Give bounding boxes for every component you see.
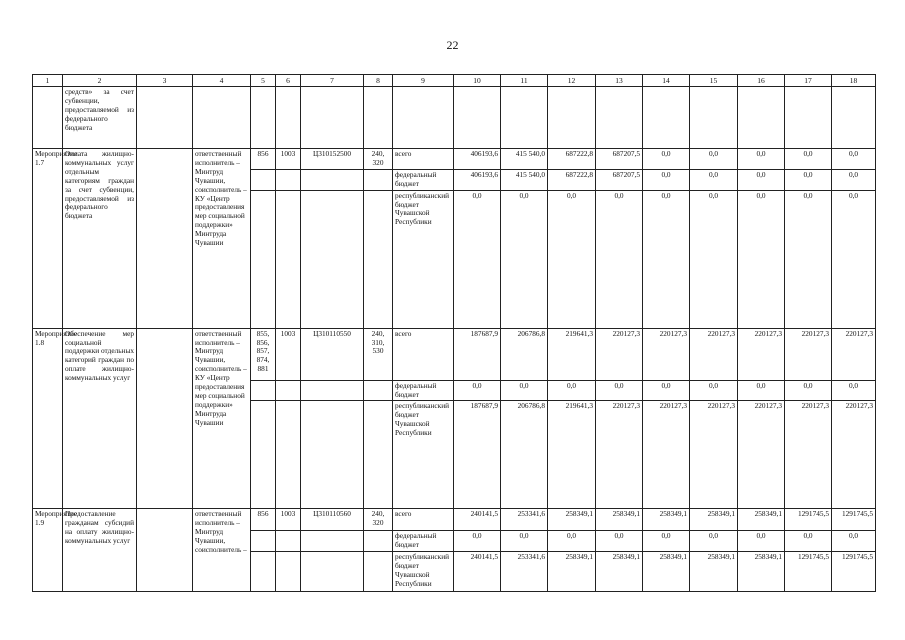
continuation-row xyxy=(33,87,876,149)
value-cell: 258349,1 xyxy=(596,552,643,592)
continuation-description: средств» за счет субвенции, предоставляемой из федерального бюджета xyxy=(63,87,137,149)
event-description: Предоставление гражданам субсидий на оплату жилищно-коммунальных услуг xyxy=(63,509,137,592)
value-cell: 415 540,0 xyxy=(501,149,548,170)
funding-source: всего xyxy=(393,509,454,531)
value-cell: 258349,1 xyxy=(690,509,738,531)
header-cell: 11 xyxy=(501,75,548,87)
grbs-code: 856 xyxy=(251,509,276,531)
value-cell: 0,0 xyxy=(643,380,690,401)
value-cell: 0,0 xyxy=(643,149,690,170)
value-cell: 0,0 xyxy=(738,531,785,552)
csr-code: Ц310110550 xyxy=(301,328,364,380)
value-cell: 258349,1 xyxy=(596,509,643,531)
event-description: Оплата жилищно-коммунальных услуг отдельным категориям граждан за счет субвенции, предоставляемой из федерального бюджета xyxy=(63,149,137,329)
responsible-executor: ответственный исполнитель – Минтруд Чувашии, соисполнитель – КУ «Центр предоставления мер социальной поддержки» Минтруда Чувашии xyxy=(193,328,251,509)
value-cell: 220127,3 xyxy=(738,328,785,380)
header-cell: 12 xyxy=(548,75,596,87)
value-cell: 0,0 xyxy=(738,190,785,328)
value-cell: 258349,1 xyxy=(548,552,596,592)
value-cell: 0,0 xyxy=(785,149,832,170)
value-cell: 0,0 xyxy=(738,169,785,190)
rzpr-code: 1003 xyxy=(276,149,301,170)
header-cell: 17 xyxy=(785,75,832,87)
header-cell: 7 xyxy=(301,75,364,87)
value-cell: 0,0 xyxy=(738,380,785,401)
value-cell: 0,0 xyxy=(501,190,548,328)
value-cell: 687222,8 xyxy=(548,169,596,190)
funding-source: республиканский бюджет Чувашской Республики xyxy=(393,401,454,509)
value-cell: 0,0 xyxy=(643,169,690,190)
table-row xyxy=(33,149,876,170)
value-cell: 0,0 xyxy=(454,380,501,401)
value-cell: 0,0 xyxy=(690,380,738,401)
value-cell: 0,0 xyxy=(832,169,876,190)
value-cell: 0,0 xyxy=(832,190,876,328)
funding-source: федеральный бюджет xyxy=(393,380,454,401)
value-cell: 253341,6 xyxy=(501,552,548,592)
header-cell: 18 xyxy=(832,75,876,87)
value-cell: 220127,3 xyxy=(596,328,643,380)
funding-source: всего xyxy=(393,328,454,380)
value-cell: 1291745,5 xyxy=(832,552,876,592)
value-cell: 0,0 xyxy=(785,169,832,190)
page-number: 22 xyxy=(446,38,459,52)
funding-source: всего xyxy=(393,149,454,170)
value-cell: 0,0 xyxy=(454,190,501,328)
header-cell: 16 xyxy=(738,75,785,87)
event-label: Мероприятие 1.8 xyxy=(33,328,63,509)
header-cell: 6 xyxy=(276,75,301,87)
csr-code: Ц310110560 xyxy=(301,509,364,531)
vr-code: 240, 320 xyxy=(364,509,393,531)
value-cell: 206786,8 xyxy=(501,328,548,380)
header-cell: 3 xyxy=(137,75,193,87)
value-cell: 220127,3 xyxy=(785,401,832,509)
value-cell: 0,0 xyxy=(548,380,596,401)
value-cell: 258349,1 xyxy=(738,552,785,592)
value-cell: 0,0 xyxy=(643,190,690,328)
value-cell: 687207,5 xyxy=(596,169,643,190)
value-cell: 0,0 xyxy=(454,531,501,552)
value-cell: 206786,8 xyxy=(501,401,548,509)
table-row xyxy=(33,328,876,380)
value-cell: 687207,5 xyxy=(596,149,643,170)
value-cell: 415 540,0 xyxy=(501,169,548,190)
value-cell: 219641,3 xyxy=(548,401,596,509)
header-cell: 2 xyxy=(63,75,137,87)
funding-source: федеральный бюджет xyxy=(393,169,454,190)
event-label: Мероприятие 1.9 xyxy=(33,509,63,592)
value-cell: 220127,3 xyxy=(643,328,690,380)
value-cell: 220127,3 xyxy=(832,328,876,380)
value-cell: 0,0 xyxy=(596,380,643,401)
value-cell: 0,0 xyxy=(548,190,596,328)
header-cell: 15 xyxy=(690,75,738,87)
value-cell: 220127,3 xyxy=(596,401,643,509)
value-cell: 0,0 xyxy=(785,380,832,401)
header-cell: 10 xyxy=(454,75,501,87)
header-cell: 13 xyxy=(596,75,643,87)
value-cell: 187687,9 xyxy=(454,328,501,380)
header-cell: 1 xyxy=(33,75,63,87)
csr-code: Ц310152500 xyxy=(301,149,364,170)
vr-code: 240, 310, 530 xyxy=(364,328,393,380)
value-cell: 258349,1 xyxy=(738,509,785,531)
value-cell: 258349,1 xyxy=(643,509,690,531)
value-cell: 0,0 xyxy=(832,149,876,170)
value-cell: 253341,6 xyxy=(501,509,548,531)
funding-source: республиканский бюджет Чувашской Республики xyxy=(393,552,454,592)
value-cell: 1291745,5 xyxy=(785,509,832,531)
header-cell: 8 xyxy=(364,75,393,87)
value-cell: 240141,5 xyxy=(454,552,501,592)
rzpr-code: 1003 xyxy=(276,328,301,380)
value-cell: 0,0 xyxy=(832,380,876,401)
value-cell: 0,0 xyxy=(690,190,738,328)
value-cell: 0,0 xyxy=(690,149,738,170)
value-cell: 687222,8 xyxy=(548,149,596,170)
header-cell: 9 xyxy=(393,75,454,87)
value-cell: 0,0 xyxy=(832,531,876,552)
value-cell: 406193,6 xyxy=(454,149,501,170)
header-row xyxy=(33,75,876,87)
value-cell: 0,0 xyxy=(596,531,643,552)
value-cell: 1291745,5 xyxy=(785,552,832,592)
event-label: Мероприятие 1.7 xyxy=(33,149,63,329)
value-cell: 220127,3 xyxy=(643,401,690,509)
value-cell: 187687,9 xyxy=(454,401,501,509)
value-cell: 220127,3 xyxy=(738,401,785,509)
value-cell: 0,0 xyxy=(785,190,832,328)
value-cell: 0,0 xyxy=(690,531,738,552)
header-cell: 4 xyxy=(193,75,251,87)
value-cell: 220127,3 xyxy=(690,328,738,380)
value-cell: 220127,3 xyxy=(785,328,832,380)
header-cell: 14 xyxy=(643,75,690,87)
budget-table xyxy=(32,74,876,592)
funding-source: республиканский бюджет Чувашской Республики xyxy=(393,190,454,328)
value-cell: 258349,1 xyxy=(548,509,596,531)
value-cell: 0,0 xyxy=(738,149,785,170)
vr-code: 240, 320 xyxy=(364,149,393,170)
value-cell: 0,0 xyxy=(643,531,690,552)
grbs-code: 855, 856, 857, 874, 881 xyxy=(251,328,276,380)
value-cell: 258349,1 xyxy=(690,552,738,592)
value-cell: 258349,1 xyxy=(643,552,690,592)
value-cell: 220127,3 xyxy=(832,401,876,509)
value-cell: 219641,3 xyxy=(548,328,596,380)
value-cell: 0,0 xyxy=(501,531,548,552)
value-cell: 1291745,5 xyxy=(832,509,876,531)
grbs-code: 856 xyxy=(251,149,276,170)
table-row xyxy=(33,509,876,531)
responsible-executor: ответственный исполнитель – Минтруд Чувашии, соисполнитель – xyxy=(193,509,251,592)
value-cell: 0,0 xyxy=(785,531,832,552)
responsible-executor: ответственный исполнитель – Минтруд Чувашии, соисполнитель – КУ «Центр предоставления мер социальной поддержки» Минтруда Чувашии xyxy=(193,149,251,329)
value-cell: 240141,5 xyxy=(454,509,501,531)
funding-source: федеральный бюджет xyxy=(393,531,454,552)
rzpr-code: 1003 xyxy=(276,509,301,531)
value-cell: 0,0 xyxy=(501,380,548,401)
value-cell: 0,0 xyxy=(596,190,643,328)
value-cell: 0,0 xyxy=(690,169,738,190)
value-cell: 220127,3 xyxy=(690,401,738,509)
value-cell: 406193,6 xyxy=(454,169,501,190)
event-description: Обеспечение мер социальной поддержки отдельных категорий граждан по оплате жилищно-коммунальных услуг xyxy=(63,328,137,509)
header-cell: 5 xyxy=(251,75,276,87)
value-cell: 0,0 xyxy=(548,531,596,552)
